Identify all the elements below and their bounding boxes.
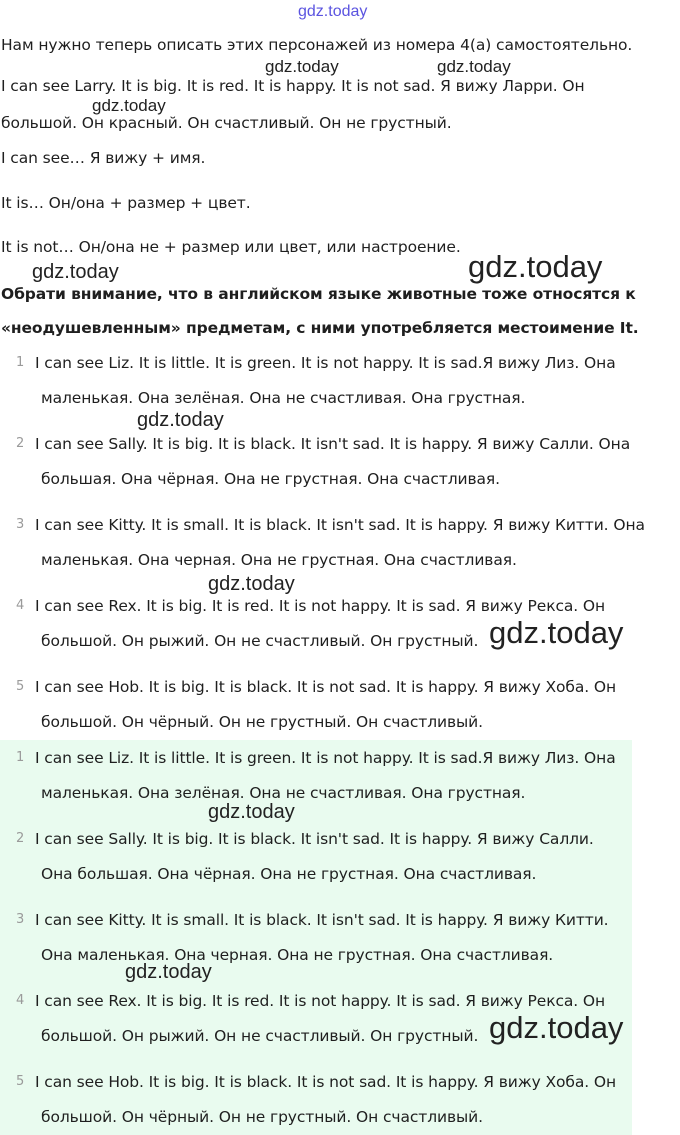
intro-line: I can see Larry. It is big. It is red. It is happy. It is not sad. Я вижу Ларри. Он bbox=[1, 77, 585, 95]
list-item-line: Она большая. Она чёрная. Она не грустная. Она счастливая. bbox=[41, 865, 537, 883]
list-item-line: I can see Rex. It is big. It is red. It is not happy. It is sad. Я вижу Рекса. Он bbox=[35, 992, 606, 1010]
list-item-line: большой. Он рыжий. Он не счастливый. Он грустный. bbox=[41, 1027, 479, 1045]
list-item-line: I can see Kitty. It is small. It is black. It isn't sad. It is happy. Я вижу Китти. Она bbox=[35, 516, 645, 534]
list-number: 1 bbox=[16, 750, 25, 765]
watermark: gdz.today bbox=[265, 57, 339, 76]
watermark: gdz.today bbox=[437, 57, 511, 76]
watermark: gdz.today bbox=[298, 3, 368, 20]
intro-line: I can see… Я вижу + имя. bbox=[1, 149, 206, 167]
list-item-line: большая. Она чёрная. Она не грустная. Она счастливая. bbox=[41, 470, 500, 488]
list-item-line: I can see Sally. It is big. It is black. It isn't sad. It is happy. Я вижу Салли. Она bbox=[35, 435, 631, 453]
list-item-line: I can see Rex. It is big. It is red. It is not happy. It is sad. Я вижу Рекса. Он bbox=[35, 597, 606, 615]
list-item-line: I can see Sally. It is big. It is black. It isn't sad. It is happy. Я вижу Салли. bbox=[35, 830, 594, 848]
list-item-line: I can see Kitty. It is small. It is black. It isn't sad. It is happy. Я вижу Китти. bbox=[35, 911, 609, 929]
intro-line: Нам нужно теперь описать этих персонажей из номера 4(a) самостоятельно. bbox=[1, 36, 633, 54]
list-item-line: I can see Hob. It is big. It is black. It is not sad. It is happy. Я вижу Хоба. Он bbox=[35, 678, 617, 696]
list-item-line: Она маленькая. Она черная. Она не грустная. Она счастливая. bbox=[41, 946, 554, 964]
list-item-line: I can see Hob. It is big. It is black. It is not sad. It is happy. Я вижу Хоба. Он bbox=[35, 1073, 617, 1091]
list-item-line: I can see Liz. It is little. It is green. It is not happy. It is sad.Я вижу Лиз. Она bbox=[35, 749, 616, 767]
list-item-line: большой. Он чёрный. Он не грустный. Он счастливый. bbox=[41, 1108, 483, 1126]
list-item-line: большой. Он чёрный. Он не грустный. Он счастливый. bbox=[41, 713, 483, 731]
list-item-line: большой. Он рыжий. Он не счастливый. Он грустный. bbox=[41, 632, 479, 650]
intro-line: It is… Он/она + размер + цвет. bbox=[1, 194, 251, 212]
watermark: gdz.today bbox=[137, 409, 224, 431]
list-item-line: маленькая. Она черная. Она не грустная. Она счастливая. bbox=[41, 551, 517, 569]
list-number: 4 bbox=[16, 993, 25, 1008]
watermark: gdz.today bbox=[208, 801, 295, 823]
watermark: gdz.today bbox=[32, 261, 119, 283]
watermark: gdz.today bbox=[125, 961, 212, 983]
watermark: gdz.today bbox=[468, 249, 603, 284]
watermark: gdz.today bbox=[489, 1010, 624, 1045]
list-number: 5 bbox=[16, 1074, 25, 1089]
list-item-line: маленькая. Она зелёная. Она не счастливая. Она грустная. bbox=[41, 389, 526, 407]
watermark: gdz.today bbox=[489, 615, 624, 650]
list-item-line: I can see Liz. It is little. It is green. It is not happy. It is sad.Я вижу Лиз. Она bbox=[35, 354, 616, 372]
list-number: 3 bbox=[16, 912, 25, 927]
watermark: gdz.today bbox=[208, 573, 295, 595]
list-number: 1 bbox=[16, 355, 25, 370]
list-number: 3 bbox=[16, 517, 25, 532]
list-item-line: маленькая. Она зелёная. Она не счастливая. Она грустная. bbox=[41, 784, 526, 802]
list-number: 2 bbox=[16, 831, 25, 846]
list-number: 2 bbox=[16, 436, 25, 451]
intro-line: It is not… Он/она не + размер или цвет, или настроение. bbox=[1, 238, 461, 256]
list-number: 4 bbox=[16, 598, 25, 613]
watermark: gdz.today bbox=[92, 96, 166, 115]
note-line: Обрати внимание, что в английском языке животные тоже относятся к bbox=[1, 285, 636, 303]
list-number: 5 bbox=[16, 679, 25, 694]
intro-line: большой. Он красный. Он счастливый. Он не грустный. bbox=[1, 114, 452, 132]
note-line: «неодушевленным» предметам, с ними употребляется местоимение It. bbox=[1, 319, 639, 337]
